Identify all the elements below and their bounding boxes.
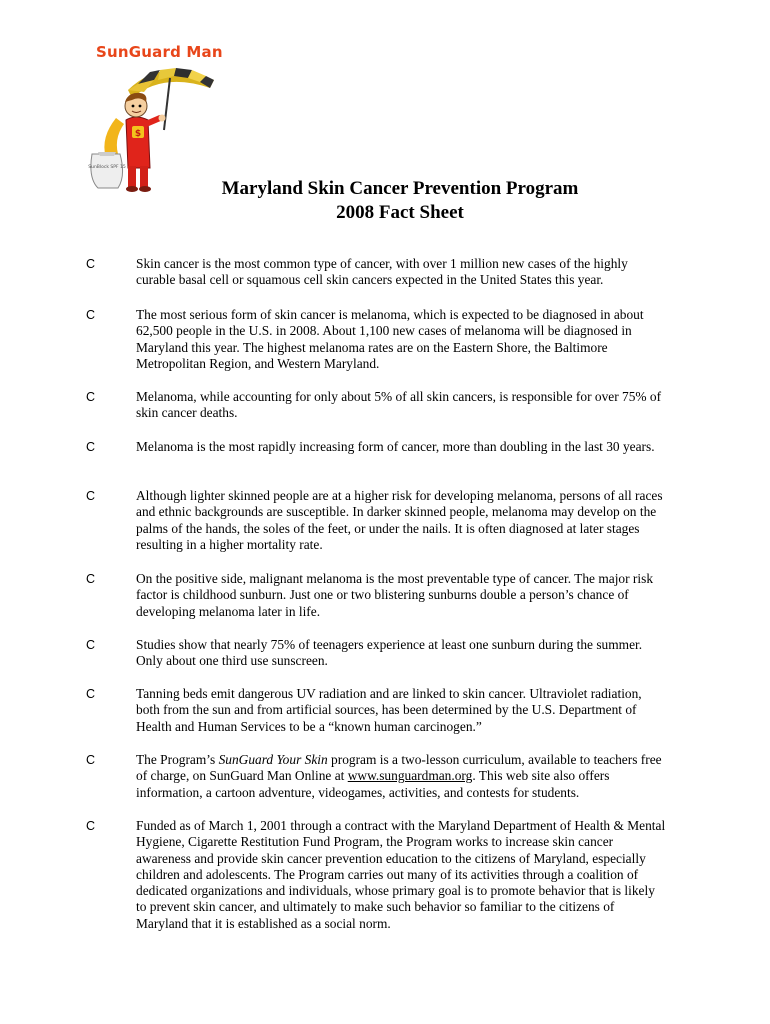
fact-text: Skin cancer is the most common type of cancer, with over 1 million new cases of the highly curable basal cell or squamous cell skin cancers expected in the United States this year. <box>136 256 628 288</box>
fact-text: The most serious form of skin cancer is melanoma, which is expected to be diagnosed in about 62,500 people in the U.S. in 2008. About 1,100 new cases of melanoma will be diagnosed in Maryland this year. The highest melanoma rates are on the Eastern Shore, the Baltimore Metropolitan Region, and Western Maryland. <box>136 307 644 371</box>
page-title <box>180 177 620 225</box>
fact-text-post: . This web site also offers information, a cartoon adventure, videogames, activities, and contests for students. <box>136 768 610 800</box>
bullet-marker: C <box>86 572 96 586</box>
fact-text: Funded as of March 1, 2001 through a contract with the Maryland Department of Health & Mental Hygiene, Cigarette Restitution Fund Program, the Program works to increase skin cancer awareness and provide skin cancer prevention education to the citizens of Maryland, especially children and adolescents. The Program carries out many of its activities through a coalition of dedicated organizations and individuals, whose primary goal is to promote behavior that is likely to prevent skin cancer, and ultimately to make such behavior so familiar to the citizens of Maryland that it is established as a social norm. <box>136 818 666 931</box>
fact-text: Melanoma, while accounting for only about 5% of all skin cancers, is responsible for over 75% of skin cancer deaths. <box>136 389 662 421</box>
bullet-marker: C <box>86 440 96 454</box>
fact-text: On the positive side, malignant melanoma is the most preventable type of cancer. The major risk factor is childhood sunburn. Just one or two blistering sunburns double a person’s chance of developing melanoma later in life. <box>136 571 654 619</box>
fact-text-pre: The Program’s <box>136 752 219 767</box>
bullet-marker: C <box>86 257 96 271</box>
bullet-marker: C <box>86 638 96 652</box>
title-line-2: 2008 Fact Sheet <box>336 202 464 223</box>
fact-text: Studies show that nearly 75% of teenagers experience at least one sunburn during the summer. Only about one third use sunscreen. <box>136 637 643 669</box>
bullet-marker: C <box>86 753 96 767</box>
website-link[interactable]: www.sunguardman.org <box>347 768 473 784</box>
bullet-marker: C <box>86 308 96 322</box>
bullet-marker: C <box>86 489 96 503</box>
title-line-1: Maryland Skin Cancer Prevention Program <box>221 178 579 199</box>
bullet-marker: C <box>86 687 96 701</box>
bullet-marker: C <box>86 819 96 833</box>
bullet-marker: C <box>86 390 96 404</box>
brand-logo-text: SunGuard Man <box>96 43 223 61</box>
fact-text: Tanning beds emit dangerous UV radiation and are linked to skin cancer. Ultraviolet radiation, both from the sun and from artificial sources, has been determined by the U.S. Department of Health and Human Services to be a “known human carcinogen.” <box>136 686 642 734</box>
svg-text:SunBlock SPF 15: SunBlock SPF 15 <box>88 165 126 170</box>
fact-text <box>136 752 666 801</box>
fact-text-mid: program is a two-lesson curriculum, available to teachers free of charge, on SunGuard Man Online at <box>136 752 662 784</box>
fact-text: Although lighter skinned people are at a higher risk for developing melanoma, persons of all races and ethnic backgrounds are susceptible. In darker skinned people, melanoma may develop on the palms of the hands, the soles of the feet, or under the nails. It is often diagnosed at later stages resulting in a higher mortality rate. <box>136 488 663 552</box>
fact-text: Melanoma is the most rapidly increasing form of cancer, more than doubling in the last 30 years. <box>136 439 655 454</box>
program-name: SunGuard Your Skin <box>218 752 328 767</box>
svg-text:$: $ <box>134 129 142 139</box>
